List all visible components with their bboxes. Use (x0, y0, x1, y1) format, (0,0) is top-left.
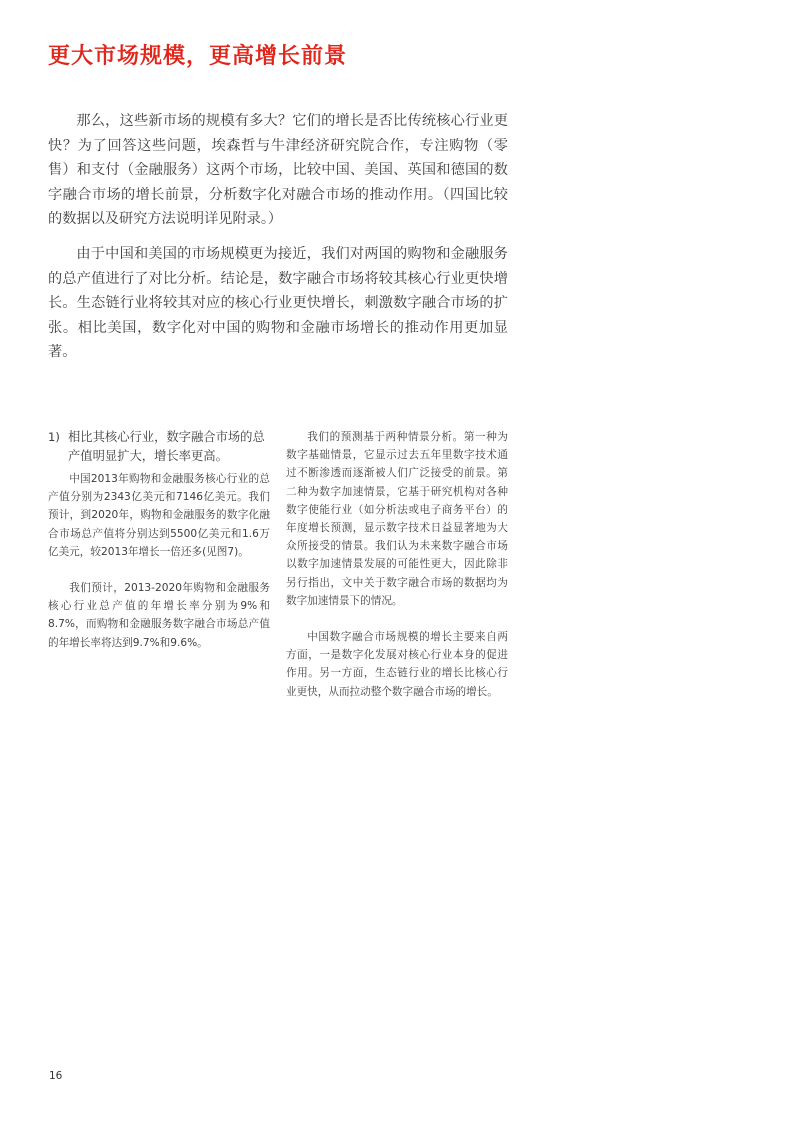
body-paragraph-growth-rate: 我们预计，2013-2020年购物和金融服务核心行业总产值的年增长率分别为9%和8.7%，而购物和金融服务数字融合市场总产值的年增长率将达到9.7%和9.6%。 (48, 582, 270, 649)
body-paragraph-growth-drivers: 中国数字融合市场规模的增长主要来自两方面，一是数字化发展对核心行业本身的促进作用。另一方面，生态链行业的增长比核心行业更快，从而拉动整个数字融合市场的增长。 (286, 631, 508, 698)
right-column (286, 428, 508, 701)
body-paragraph-core-value: 中国2013年购物和金融服务核心行业的总产值分别为2343亿美元和7146亿美元。我们预计，到2020年，购物和金融服务的数字化融合市场总产值将分别达到5500亿美元和1.6万亿美元，较2013年增长一倍还多(见图7)。 (48, 473, 270, 558)
page-number: 16 (49, 1070, 63, 1082)
body-paragraph-scenarios: 我们的预测基于两种情景分析。第一种为数字基础情景，它显示过去五年里数字技术通过不断渗透而逐渐被人们广泛接受的前景。第二种为数字加速情景，它基于研究机构对各种数字使能行业（如分析法或电子商务平台）的年度增长预测，显示数字技术日益显著地为大众所接受的情景。我们认为未来数字融合市场以数字加速情景发展的可能性更大，因此除非另行指出，文中关于数字融合市场的数据均为数字加速情景下的情况。 (286, 431, 508, 607)
key-finding-1 (48, 428, 270, 465)
left-column (48, 428, 270, 652)
intro-paragraph-1: 那么，这些新市场的规模有多大？它们的增长是否比传统核心行业更快？为了回答这些问题，埃森哲与牛津经济研究院合作，专注购物（零售）和支付（金融服务）这两个市场，比较中国、美国、英国和德国的数字融合市场的增长前景，分析数字化对融合市场的推动作用。（四国比较的数据以及研究方法说明详见附录。） (48, 113, 508, 228)
finding-number: 1) (48, 430, 60, 444)
page-title: 更大市场规模，更高增长前景 (48, 44, 348, 69)
finding-heading: 相比其核心行业，数字融合市场的总产值明显扩大，增长率更高。 (68, 430, 265, 463)
intro-paragraph-2: 由于中国和美国的市场规模更为接近，我们对两国的购物和金融服务的总产值进行了对比分析。结论是，数字融合市场将较其核心行业更快增长。生态链行业将较其对应的核心行业更快增长，刺激数字融合市场的扩张。相比美国，数字化对中国的购物和金融市场增长的推动作用更加显著。 (48, 246, 508, 361)
